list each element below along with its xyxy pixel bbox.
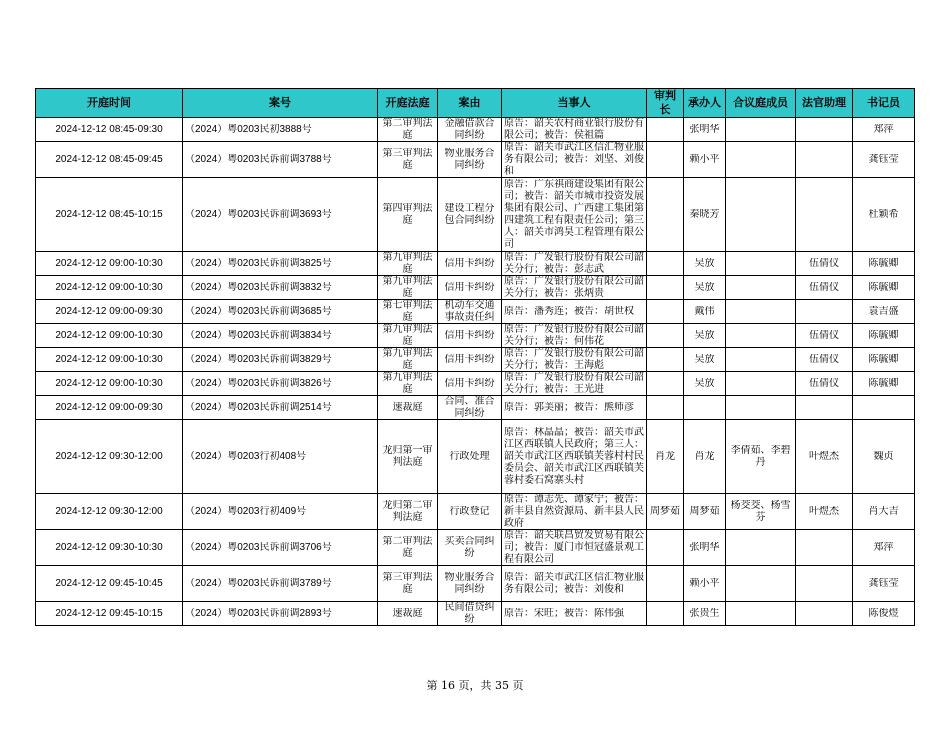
cell-handler [684, 300, 726, 324]
cell-assistant [796, 420, 853, 494]
cell-panel [726, 566, 796, 602]
cell-handler-text: 张明华 [689, 123, 720, 135]
cell-time-text: 2024-12-12 08:45-10:15 [55, 208, 163, 220]
cell-case-no [183, 494, 378, 530]
cell-handler [684, 494, 726, 530]
cell-case-no [183, 324, 378, 348]
cell-parties [502, 178, 647, 252]
cell-time [36, 530, 183, 566]
table-row [36, 118, 915, 142]
cell-case-no-text: （2024）粤0203民诉前调3693号 [185, 208, 332, 220]
cell-presiding [647, 118, 684, 142]
header-cause: 案由 [438, 89, 502, 118]
cell-room-text: 第三审判法庭 [382, 571, 433, 595]
cell-room-text: 第四审判法庭 [382, 202, 433, 226]
cell-case-no [183, 178, 378, 252]
header-assistant: 法官助理 [796, 89, 853, 118]
cell-time-text: 2024-12-12 09:30-10:30 [55, 541, 163, 553]
cell-room [378, 530, 438, 566]
cell-panel [726, 420, 796, 494]
cell-time-text: 2024-12-12 09:00-10:30 [55, 377, 163, 389]
cell-room-text: 龙归第二审判法庭 [382, 499, 433, 523]
cell-time-text: 2024-12-12 09:45-10:15 [55, 607, 163, 619]
cell-parties-text: 原告：广发银行股份有限公司韶关分行；被告：王光进 [504, 372, 644, 395]
cell-cause [438, 348, 502, 372]
table-row [36, 530, 915, 566]
cell-parties-text: 原告：广东祺商建设集团有限公司；被告：韶关市城市投资发展集团有限公司、广西建工集团第四建筑工程有限责任公司；第三人：韶关市鸿昊工程管理有限公司 [504, 178, 644, 250]
cell-case-no-text: （2024）粤0203民诉前调2893号 [185, 607, 332, 619]
cell-presiding [647, 348, 684, 372]
cell-handler [684, 530, 726, 566]
cell-parties-text: 原告：谭志先、谭家宁；被告：新丰县自然资源局、新丰县人民政府 [504, 494, 644, 529]
cell-cause [438, 372, 502, 396]
cell-case-no [183, 348, 378, 372]
header-panel: 合议庭成员 [726, 89, 796, 118]
cell-presiding [647, 566, 684, 602]
cell-cause [438, 118, 502, 142]
cell-room [378, 252, 438, 276]
cell-assistant-text: 伍倩仪 [809, 353, 839, 365]
cell-clerk-text: 陈毓卿 [868, 377, 899, 389]
cell-cause-text: 合同、准合同纠纷 [444, 396, 495, 419]
header-parties: 当事人 [502, 89, 647, 118]
cell-case-no-text: （2024）粤0203民诉前调3788号 [185, 153, 332, 165]
cell-parties [502, 118, 647, 142]
cell-clerk-text: 龚钰莹 [868, 577, 899, 589]
cell-parties-text: 原告：韶关市武江区信汇物业服务有限公司；被告：刘俊和 [504, 571, 644, 595]
cell-clerk-text: 龚钰莹 [868, 153, 899, 165]
cell-case-no-text: （2024）粤0203行初408号 [185, 450, 307, 462]
cell-clerk [853, 372, 915, 396]
cell-room-text: 第九审判法庭 [382, 348, 433, 371]
table-row [36, 602, 915, 626]
header-case-no: 案号 [183, 89, 378, 118]
cell-assistant-text: 伍倩仪 [809, 281, 839, 293]
cell-time [36, 252, 183, 276]
cell-cause [438, 142, 502, 178]
cell-handler-text: 周梦茹 [689, 505, 720, 517]
cell-room [378, 142, 438, 178]
cell-parties-text: 原告：宋旺；被告：陈伟强 [504, 607, 624, 619]
cell-cause-text: 金融借款合同纠纷 [444, 118, 495, 141]
cell-cause [438, 178, 502, 252]
cell-clerk [853, 142, 915, 178]
cell-handler [684, 324, 726, 348]
table-row [36, 372, 915, 396]
cell-presiding [647, 396, 684, 420]
table-row [36, 300, 915, 324]
cell-assistant [796, 372, 853, 396]
cell-parties-text: 原告：广发银行股份有限公司韶关分行；被告：何伟花 [504, 324, 644, 347]
cell-assistant [796, 142, 853, 178]
cell-clerk [853, 566, 915, 602]
cell-room [378, 276, 438, 300]
cell-presiding [647, 252, 684, 276]
cell-parties [502, 396, 647, 420]
cell-room-text: 第九审判法庭 [382, 324, 433, 347]
cell-assistant-text: 叶煜杰 [809, 450, 839, 462]
cell-assistant-text: 伍倩仪 [809, 257, 839, 269]
cell-clerk-text: 陈毓卿 [868, 353, 899, 365]
cell-case-no-text: （2024）粤0203民诉前调3832号 [185, 281, 332, 293]
cell-case-no [183, 396, 378, 420]
cell-room-text: 速裁庭 [392, 401, 423, 413]
cell-clerk [853, 118, 915, 142]
cell-time-text: 2024-12-12 09:00-10:30 [55, 329, 163, 341]
cell-presiding [647, 602, 684, 626]
cell-time-text: 2024-12-12 09:45-10:45 [55, 577, 163, 589]
cell-case-no [183, 530, 378, 566]
cell-assistant [796, 396, 853, 420]
cell-clerk-text: 魏贞 [873, 450, 894, 462]
cell-case-no [183, 602, 378, 626]
cell-presiding-text: 周梦茹 [650, 505, 680, 517]
cell-presiding [647, 324, 684, 348]
table-row [36, 252, 915, 276]
cell-room-text: 第三审判法庭 [382, 147, 433, 171]
cell-panel [726, 252, 796, 276]
cell-panel [726, 142, 796, 178]
cell-handler-text: 张明华 [689, 541, 720, 553]
cell-cause [438, 420, 502, 494]
cell-cause-text: 信用卡纠纷 [444, 329, 495, 341]
cell-case-no-text: （2024）粤0203民诉前调3834号 [185, 329, 332, 341]
cell-clerk-text: 郑萍 [873, 123, 894, 135]
cell-time-text: 2024-12-12 09:30-12:00 [55, 450, 163, 462]
cell-case-no-text: （2024）粤0203民诉前调3829号 [185, 353, 332, 365]
cell-time [36, 142, 183, 178]
cell-handler-text: 秦晓芳 [689, 208, 720, 220]
header-time: 开庭时间 [36, 89, 183, 118]
cell-parties-text: 原告：韶关联昌贸发贸易有限公司；被告：厦门市恒冠盛景观工程有限公司 [504, 530, 644, 565]
cell-cause [438, 300, 502, 324]
cell-cause [438, 566, 502, 602]
cell-assistant-text: 伍倩仪 [809, 377, 839, 389]
cell-parties [502, 348, 647, 372]
cell-room-text: 第九审判法庭 [382, 276, 433, 299]
cell-case-no-text: （2024）粤0203民诉前调3825号 [185, 257, 332, 269]
cell-case-no [183, 118, 378, 142]
cell-cause [438, 252, 502, 276]
cell-case-no [183, 420, 378, 494]
cell-cause-text: 信用卡纠纷 [444, 353, 495, 365]
cell-presiding [647, 142, 684, 178]
cell-assistant [796, 276, 853, 300]
cell-room [378, 494, 438, 530]
cell-cause-text: 民间借贷纠纷 [444, 602, 495, 625]
cell-time-text: 2024-12-12 09:00-10:30 [55, 353, 163, 365]
table-row [36, 276, 915, 300]
cell-assistant [796, 566, 853, 602]
cell-assistant-text: 叶煜杰 [809, 505, 839, 517]
cell-clerk-text: 陈俊煜 [868, 607, 899, 619]
cell-panel [726, 300, 796, 324]
cell-panel [726, 348, 796, 372]
cell-handler-text: 吴放 [694, 377, 715, 389]
cell-presiding [647, 372, 684, 396]
cell-presiding [647, 300, 684, 324]
cell-handler-text: 吴放 [694, 353, 715, 365]
header-clerk: 书记员 [853, 89, 915, 118]
cell-room [378, 602, 438, 626]
cell-handler [684, 396, 726, 420]
cell-case-no [183, 142, 378, 178]
cell-parties-text: 原告：潘秀连；被告：胡世权 [504, 305, 634, 317]
cell-cause [438, 602, 502, 626]
hearing-schedule-table [35, 88, 915, 626]
cell-panel [726, 118, 796, 142]
cell-presiding-text: 肖龙 [655, 450, 675, 462]
cell-time-text: 2024-12-12 08:45-09:30 [55, 123, 163, 135]
cell-time-text: 2024-12-12 09:00-10:30 [55, 257, 163, 269]
cell-cause-text: 行政处理 [449, 450, 490, 462]
cell-time [36, 276, 183, 300]
cell-time [36, 324, 183, 348]
cell-time [36, 494, 183, 530]
cell-clerk-text: 郑萍 [873, 541, 894, 553]
cell-room [378, 348, 438, 372]
cell-handler [684, 252, 726, 276]
cell-handler [684, 348, 726, 372]
cell-assistant [796, 252, 853, 276]
cell-room-text: 第九审判法庭 [382, 372, 433, 395]
table-row [36, 348, 915, 372]
cell-presiding [647, 494, 684, 530]
cell-parties-text: 原告：广发银行股份有限公司韶关分行；被告：张炳贵 [504, 276, 644, 299]
header-handler: 承办人 [684, 89, 726, 118]
cell-handler-text: 肖龙 [694, 450, 715, 462]
cell-clerk-text: 陈毓卿 [868, 281, 899, 293]
cell-clerk [853, 420, 915, 494]
cell-parties [502, 252, 647, 276]
cell-clerk [853, 530, 915, 566]
cell-clerk [853, 300, 915, 324]
table-row [36, 142, 915, 178]
cell-cause-text: 行政登记 [449, 505, 490, 517]
cell-time [36, 348, 183, 372]
cell-room-text: 第九审判法庭 [382, 252, 433, 275]
cell-handler [684, 566, 726, 602]
cell-panel [726, 530, 796, 566]
cell-cause-text: 建设工程分包合同纠纷 [444, 202, 495, 226]
cell-assistant [796, 494, 853, 530]
cell-time-text: 2024-12-12 08:45-09:45 [55, 153, 163, 165]
cell-assistant [796, 178, 853, 252]
cell-assistant-text: 伍倩仪 [809, 329, 839, 341]
cell-clerk [853, 276, 915, 300]
cell-case-no-text: （2024）粤0203民诉前调3826号 [185, 377, 332, 389]
cell-room [378, 396, 438, 420]
cell-assistant [796, 348, 853, 372]
cell-room [378, 118, 438, 142]
cell-assistant [796, 118, 853, 142]
cell-handler [684, 420, 726, 494]
cell-room [378, 566, 438, 602]
table-row [36, 494, 915, 530]
table-row [36, 566, 915, 602]
cell-cause-text: 买卖合同纠纷 [444, 535, 495, 559]
cell-cause [438, 396, 502, 420]
cell-handler [684, 178, 726, 252]
cell-cause-text: 物业服务合同纠纷 [444, 147, 495, 171]
cell-handler [684, 118, 726, 142]
cell-case-no-text: （2024）粤0203民诉前调3685号 [185, 305, 332, 317]
cell-assistant [796, 324, 853, 348]
cell-cause [438, 276, 502, 300]
cell-cause-text: 物业服务合同纠纷 [444, 571, 495, 595]
cell-parties [502, 494, 647, 530]
cell-handler [684, 372, 726, 396]
cell-clerk-text: 袁吉盛 [868, 305, 899, 317]
cell-time-text: 2024-12-12 09:30-12:00 [55, 505, 163, 517]
cell-panel [726, 602, 796, 626]
cell-case-no-text: （2024）粤0203民诉前调3706号 [185, 541, 332, 553]
cell-panel [726, 324, 796, 348]
cell-cause [438, 530, 502, 566]
cell-assistant [796, 530, 853, 566]
cell-cause-text: 信用卡纠纷 [444, 377, 495, 389]
cell-assistant [796, 300, 853, 324]
cell-time [36, 396, 183, 420]
cell-panel [726, 178, 796, 252]
cell-parties-text: 原告：广发银行股份有限公司韶关分行；被告：王海彪 [504, 348, 644, 371]
cell-parties [502, 566, 647, 602]
cell-handler-text: 吴放 [694, 257, 715, 269]
cell-cause-text: 信用卡纠纷 [444, 281, 495, 293]
cell-handler-text: 赖小平 [689, 577, 720, 589]
cell-clerk-text: 陈毓卿 [868, 329, 899, 341]
cell-cause [438, 324, 502, 348]
cell-panel [726, 396, 796, 420]
cell-handler [684, 276, 726, 300]
cell-room [378, 420, 438, 494]
cell-parties-text: 原告：广发银行股份有限公司韶关分行；被告：彭志武 [504, 252, 644, 275]
cell-cause-text: 信用卡纠纷 [444, 257, 495, 269]
cell-time [36, 178, 183, 252]
cell-case-no-text: （2024）粤0203民诉前调3789号 [185, 577, 332, 589]
cell-parties-text: 原告：郭美丽；被告：熊师彦 [504, 401, 634, 413]
cell-time-text: 2024-12-12 09:00-09:30 [55, 305, 163, 317]
cell-time [36, 372, 183, 396]
header-room: 开庭法庭 [378, 89, 438, 118]
cell-room [378, 300, 438, 324]
cell-parties [502, 300, 647, 324]
cell-time-text: 2024-12-12 09:00-10:30 [55, 281, 163, 293]
cell-clerk [853, 602, 915, 626]
cell-cause-text: 机动车交通事故责任纠 [444, 300, 495, 323]
cell-clerk-text: 陈毓卿 [868, 257, 899, 269]
cell-time [36, 300, 183, 324]
cell-handler-text: 吴放 [694, 281, 715, 293]
cell-panel [726, 276, 796, 300]
cell-case-no-text: （2024）粤0203民诉前调2514号 [185, 401, 332, 413]
cell-case-no-text: （2024）粤0203行初409号 [185, 505, 307, 517]
cell-case-no [183, 300, 378, 324]
cell-parties-text: 原告：林晶晶；被告：韶关市武江区西联镇人民政府；第三人：韶关市武江区西联镇芙蓉村村民委员会、韶关市武江区西联镇芙蓉村委石窝寨头村 [504, 426, 644, 486]
cell-room-text: 速裁庭 [392, 607, 423, 619]
cell-room [378, 372, 438, 396]
cell-parties [502, 324, 647, 348]
cell-case-no [183, 372, 378, 396]
cell-handler-text: 戴伟 [694, 305, 715, 317]
cell-handler [684, 142, 726, 178]
cell-parties-text: 原告：韶关市武江区信汇物业服务有限公司；被告：刘坚、刘俊和 [504, 142, 644, 177]
cell-case-no [183, 566, 378, 602]
cell-parties [502, 420, 647, 494]
cell-cause [438, 494, 502, 530]
cell-room [378, 178, 438, 252]
page-footer: 第 16 页，共 35 页 [426, 679, 524, 692]
cell-time [36, 602, 183, 626]
cell-time [36, 566, 183, 602]
cell-assistant [796, 602, 853, 626]
cell-handler-text: 吴放 [694, 329, 715, 341]
cell-presiding [647, 530, 684, 566]
cell-case-no [183, 252, 378, 276]
cell-clerk [853, 324, 915, 348]
cell-parties [502, 276, 647, 300]
cell-handler-text: 赖小平 [689, 153, 720, 165]
cell-parties [502, 372, 647, 396]
cell-room [378, 324, 438, 348]
cell-clerk [853, 178, 915, 252]
cell-room-text: 第七审判法庭 [382, 300, 433, 323]
table-row [36, 420, 915, 494]
cell-time [36, 118, 183, 142]
cell-panel-text: 杨茭茭、杨雪芬 [730, 499, 791, 523]
cell-panel [726, 494, 796, 530]
cell-parties [502, 530, 647, 566]
cell-time-text: 2024-12-12 09:00-09:30 [55, 401, 163, 413]
cell-clerk [853, 494, 915, 530]
cell-presiding [647, 178, 684, 252]
cell-presiding [647, 420, 684, 494]
cell-clerk-text: 杜颖希 [868, 208, 899, 220]
table-row [36, 178, 915, 252]
cell-parties [502, 602, 647, 626]
cell-parties-text: 原告：韶关农村商业银行股份有限公司；被告：侯祖篇 [504, 118, 644, 141]
table-row [36, 324, 915, 348]
cell-presiding [647, 276, 684, 300]
header-presiding: 审判长 [647, 89, 684, 118]
cell-parties [502, 142, 647, 178]
cell-handler-text: 张贵生 [689, 607, 720, 619]
cell-panel-text: 李倩茹、李碧丹 [730, 444, 791, 468]
cell-time [36, 420, 183, 494]
table-row [36, 396, 915, 420]
cell-clerk [853, 396, 915, 420]
cell-case-no [183, 276, 378, 300]
cell-panel [726, 372, 796, 396]
cell-room-text: 龙归第一审判法庭 [382, 444, 433, 468]
cell-clerk-text: 肖大吉 [868, 505, 899, 517]
cell-case-no-text: （2024）粤0203民初3888号 [185, 123, 312, 135]
cell-clerk [853, 252, 915, 276]
table-header-row [36, 89, 915, 118]
cell-room-text: 第二审判法庭 [382, 118, 433, 141]
cell-room-text: 第二审判法庭 [382, 535, 433, 559]
cell-handler [684, 602, 726, 626]
cell-clerk [853, 348, 915, 372]
